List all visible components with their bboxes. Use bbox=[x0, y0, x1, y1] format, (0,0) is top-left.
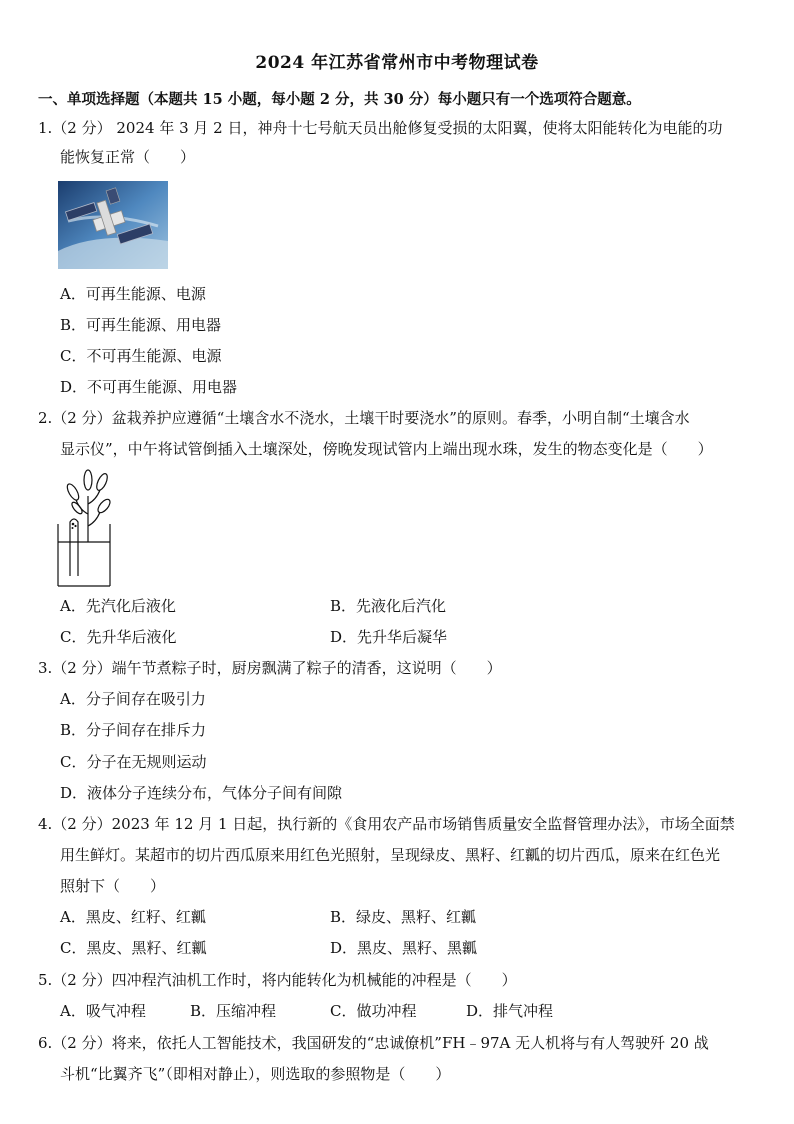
question-6-line-1: 6.（2 分）将来，依托人工智能技术，我国研发的“忠诚僚机”FH﹣97A 无人机将与有人驾驶歼 20 战 bbox=[38, 1034, 709, 1052]
question-1-line-2: 能恢复正常（ ） bbox=[60, 148, 196, 166]
question-1-option-b: B．可再生能源、用电器 bbox=[60, 316, 222, 334]
exam-title: 2024 年江苏省常州市中考物理试卷 bbox=[255, 53, 539, 73]
question-1-option-d: D．不可再生能源、用电器 bbox=[60, 378, 238, 396]
question-5-option-d: D．排气冲程 bbox=[466, 1002, 554, 1020]
question-5-option-b: B．压缩冲程 bbox=[190, 1002, 277, 1020]
question-6-line-2: 斗机“比翼齐飞”（即相对静止），则选取的参照物是（ ） bbox=[60, 1065, 451, 1083]
question-4-line-3: 照射下（ ） bbox=[60, 877, 166, 895]
question-2-option-a: A．先汽化后液化 bbox=[60, 597, 176, 615]
question-1-option-c: C．不可再生能源、电源 bbox=[60, 347, 222, 365]
question-4-option-d: D．黑皮、黑籽、黑瓤 bbox=[330, 939, 478, 957]
question-3-option-b: B．分子间存在排斥力 bbox=[60, 721, 207, 739]
question-3-option-a: A．分子间存在吸引力 bbox=[60, 690, 206, 708]
section-heading: 一、单项选择题（本题共 15 小题，每小题 2 分，共 30 分）每小题只有一个选项符合题意。 bbox=[38, 91, 641, 108]
question-5-line-1: 5.（2 分）四冲程汽油机工作时，将内能转化为机械能的冲程是（ ） bbox=[38, 971, 517, 989]
question-3-option-d: D．液体分子连续分布，气体分子间有间隙 bbox=[60, 784, 343, 802]
question-3-option-c: C．分子在无规则运动 bbox=[60, 753, 207, 771]
question-4-line-1: 4.（2 分）2023 年 12 月 1 日起，执行新的《食用农产品市场销售质量安全监督管理办法》，市场全面禁 bbox=[38, 815, 735, 833]
potted-plant-test-tube-diagram bbox=[56, 466, 112, 588]
question-4-line-2: 用生鲜灯。某超市的切片西瓜原来用红色光照射，呈现绿皮、黑籽、红瓤的切片西瓜，原来在红色光 bbox=[60, 846, 721, 864]
question-4-option-a: A．黑皮、红籽、红瓤 bbox=[60, 908, 206, 926]
question-1-option-a: A．可再生能源、电源 bbox=[60, 285, 206, 303]
question-2-option-d: D．先升华后凝华 bbox=[330, 628, 448, 646]
question-2-option-b: B．先液化后汽化 bbox=[330, 597, 447, 615]
question-2-option-c: C．先升华后液化 bbox=[60, 628, 177, 646]
question-4-option-c: C．黑皮、黑籽、红瓤 bbox=[60, 939, 207, 957]
question-3-line-1: 3.（2 分）端午节煮粽子时，厨房飘满了粽子的清香，这说明（ ） bbox=[38, 659, 502, 677]
question-5-option-c: C．做功冲程 bbox=[330, 1002, 417, 1020]
question-2-line-1: 2.（2 分）盆栽养护应遵循“土壤含水不浇水，土壤干时要浇水”的原则。春季，小明自制“土壤含水 bbox=[38, 409, 690, 427]
question-2-line-2: 显示仪”，中午将试管倒插入土壤深处，傍晚发现试管内上端出现水珠，发生的物态变化是（ ） bbox=[60, 440, 713, 458]
question-4-option-b: B．绿皮、黑籽、红瓤 bbox=[330, 908, 477, 926]
question-5-option-a: A．吸气冲程 bbox=[60, 1002, 146, 1020]
space-station-photo bbox=[58, 181, 168, 269]
question-1-line-1: 1.（2 分） 2024 年 3 月 2 日，神舟十七号航天员出舱修复受损的太阳翼，使将太阳能转化为电能的功 bbox=[38, 119, 723, 137]
